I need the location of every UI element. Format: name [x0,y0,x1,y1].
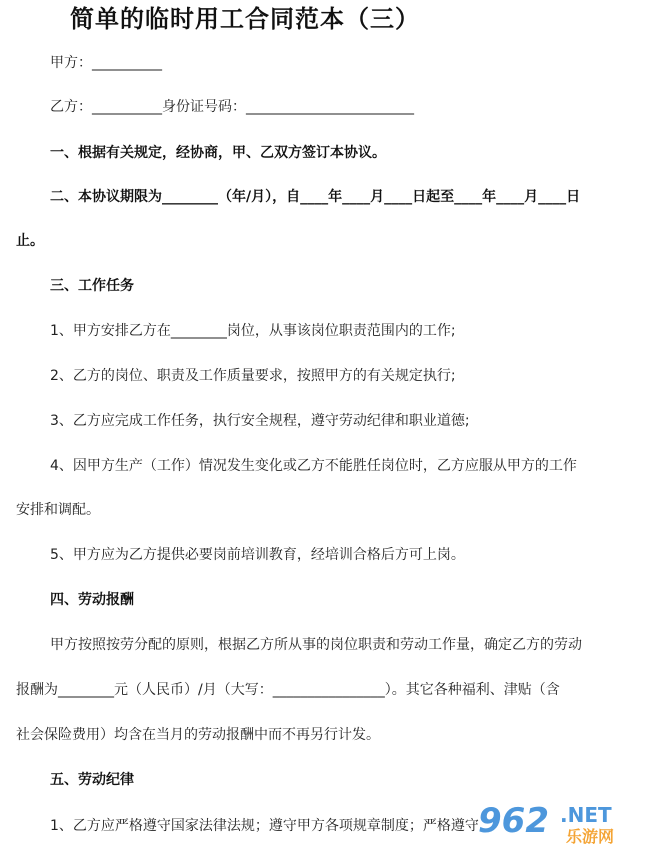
watermark-sub: 乐游网 [566,827,615,846]
task-item-1: 1、甲方安排乙方在________岗位，从事该岗位职责范围内的工作; [50,323,456,339]
task-item-3: 3、乙方应完成工作任务，执行安全规程，遵守劳动纪律和职业道德; [50,413,470,429]
task-item-5: 5、甲方应为乙方提供必要岗前培训教育，经培训合格后方可上岗。 [50,547,465,563]
section-heading-tasks: 三、工作任务 [50,278,134,294]
watermark-suffix: .NET [560,803,612,827]
pay-paragraph-line-1: 甲方按照按劳分配的原则，根据乙方所从事的岗位职责和劳动工作量，确定乙方的劳动 [50,637,582,653]
clause-2-end: 止。 [16,233,44,249]
watermark-number: 962 [478,801,549,841]
party-a-line: 甲方：__________ [50,55,162,71]
pay-paragraph-line-2: 报酬为________元（人民币）/月（大写：________________）。其它各种福利、津贴（含 [16,682,560,698]
section-heading-pay: 四、劳动报酬 [50,592,134,608]
task-item-2: 2、乙方的岗位、职责及工作质量要求，按照甲方的有关规定执行; [50,368,456,384]
task-item-4: 4、因甲方生产（工作）情况发生变化或乙方不能胜任岗位时，乙方应服从甲方的工作 [50,458,577,474]
discipline-item-1: 1、乙方应严格遵守国家法律法规；遵守甲方各项规章制度；严格遵守 [50,818,479,834]
pay-paragraph-line-3: 社会保险费用）均含在当月的劳动报酬中而不再另行计发。 [16,727,380,743]
section-heading-discipline: 五、劳动纪律 [50,772,134,788]
document-title: 简单的临时用工合同范本（三） [70,5,420,33]
task-item-4-end: 安排和调配。 [16,502,100,518]
party-b-line: 乙方：__________身份证号码：________________________ [50,99,414,115]
clause-2: 二、本协议期限为________（年/月），自____年____月____日起至____年____月____日 [50,189,581,205]
site-watermark-logo [474,800,644,846]
clause-1: 一、根据有关规定，经协商，甲、乙双方签订本协议。 [50,145,386,161]
